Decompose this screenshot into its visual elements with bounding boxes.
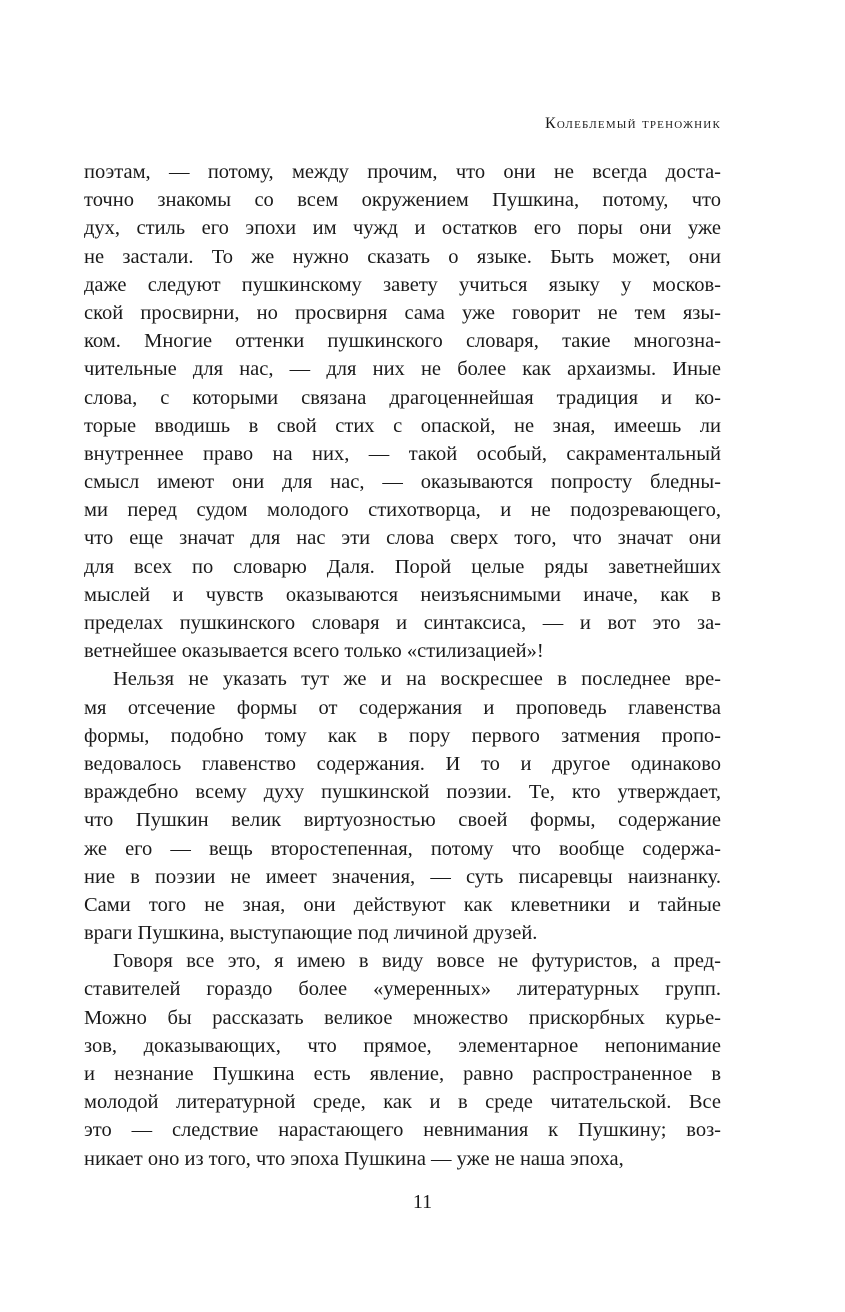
paragraph-2 [84,665,721,947]
text-line: что еще значат для нас эти слова сверх того, что значат они [84,527,721,550]
paragraph-3 [84,947,721,1173]
text-line: никает оно из того, что эпоха Пушкина — уже не наша эпоха, [84,1147,624,1170]
text-line: ставителей гораздо более «умеренных» литературных групп. [84,978,721,1001]
text-line: чительные для нас, — для них не более как архаизмы. Иные [84,358,721,381]
text-line: ветнейшее оказывается всего только «стилизацией»! [84,640,544,663]
paragraph-1 [84,158,721,665]
text-line: же его — вещь второстепенная, потому что вообще содержа- [84,837,721,860]
text-line: зов, доказывающих, что прямое, элементарное непонимание [84,1034,721,1057]
text-line: Сами того не зная, они действуют как клеветники и тайные [84,893,721,916]
text-line: это — следствие нарастающего невнимания к Пушкину; воз- [84,1119,721,1142]
text-line: формы, подобно тому как в пору первого затмения пропо- [84,724,721,747]
text-line: Можно бы рассказать великое множество прискорбных курье- [84,1006,721,1029]
running-head: Колеблемый треножник [544,115,721,132]
text-line: пределах пушкинского словаря и синтаксиса, — и вот это за- [84,612,721,634]
text-line: слова, с которыми связана драгоценнейшая традиция и ко- [84,386,721,409]
text-line: дух, стиль его эпохи им чужд и остатков его поры они уже [84,217,721,240]
text-line: не застали. То же нужно сказать о языке. Быть может, они [84,245,721,268]
text-line: ми перед судом молодого стихотворца, и не подозревающего, [84,499,721,522]
text-line: Говоря все это, я имею в виду вовсе не футуристов, а пред- [113,950,721,973]
body-text [84,158,721,1173]
text-line: для всех по словарю Даля. Порой целые ряды заветнейших [84,555,721,578]
text-line: торые вводишь в свой стих с опаской, не зная, имеешь ли [84,414,721,437]
text-line: внутреннее право на них, — такой особый, сакраментальный [84,442,721,465]
text-line: враждебно всему духу пушкинской поэзии. Те, кто утверждает, [84,781,721,804]
text-line: даже следуют пушкинскому завету учиться языку у москов- [84,273,721,296]
text-line: Нельзя не указать тут же и на воскресшее в последнее вре- [113,668,721,691]
text-line: и незнание Пушкина есть явление, равно распространенное в [84,1063,721,1085]
text-line: поэтам, — потому, между прочим, что они не всегда доста- [84,161,721,183]
text-line: ведовалось главенство содержания. И то и другое одинаково [84,752,721,775]
text-line: ком. Многие оттенки пушкинского словаря, такие многозна- [84,330,721,353]
text-line: ние в поэзии не имеет значения, — суть писаревцы наизнанку. [84,865,721,888]
page-number: 11 [412,1191,433,1213]
text-line: ской просвирни, но просвирня сама уже говорит не тем язы- [84,301,721,324]
text-line: враги Пушкина, выступающие под личиной друзей. [84,922,538,945]
text-line: что Пушкин велик виртуозностью своей формы, содержание [84,809,721,832]
text-line: мыслей и чувств оказываются неизъяснимыми иначе, как в [84,583,721,606]
text-line: смысл имеют они для нас, — оказываются попросту бледны- [84,471,721,494]
text-line: мя отсечение формы от содержания и проповедь главенства [84,696,721,719]
text-line: точно знакомы со всем окружением Пушкина, потому, что [84,189,721,212]
text-line: молодой литературной среде, как и в среде читательской. Все [84,1091,721,1114]
